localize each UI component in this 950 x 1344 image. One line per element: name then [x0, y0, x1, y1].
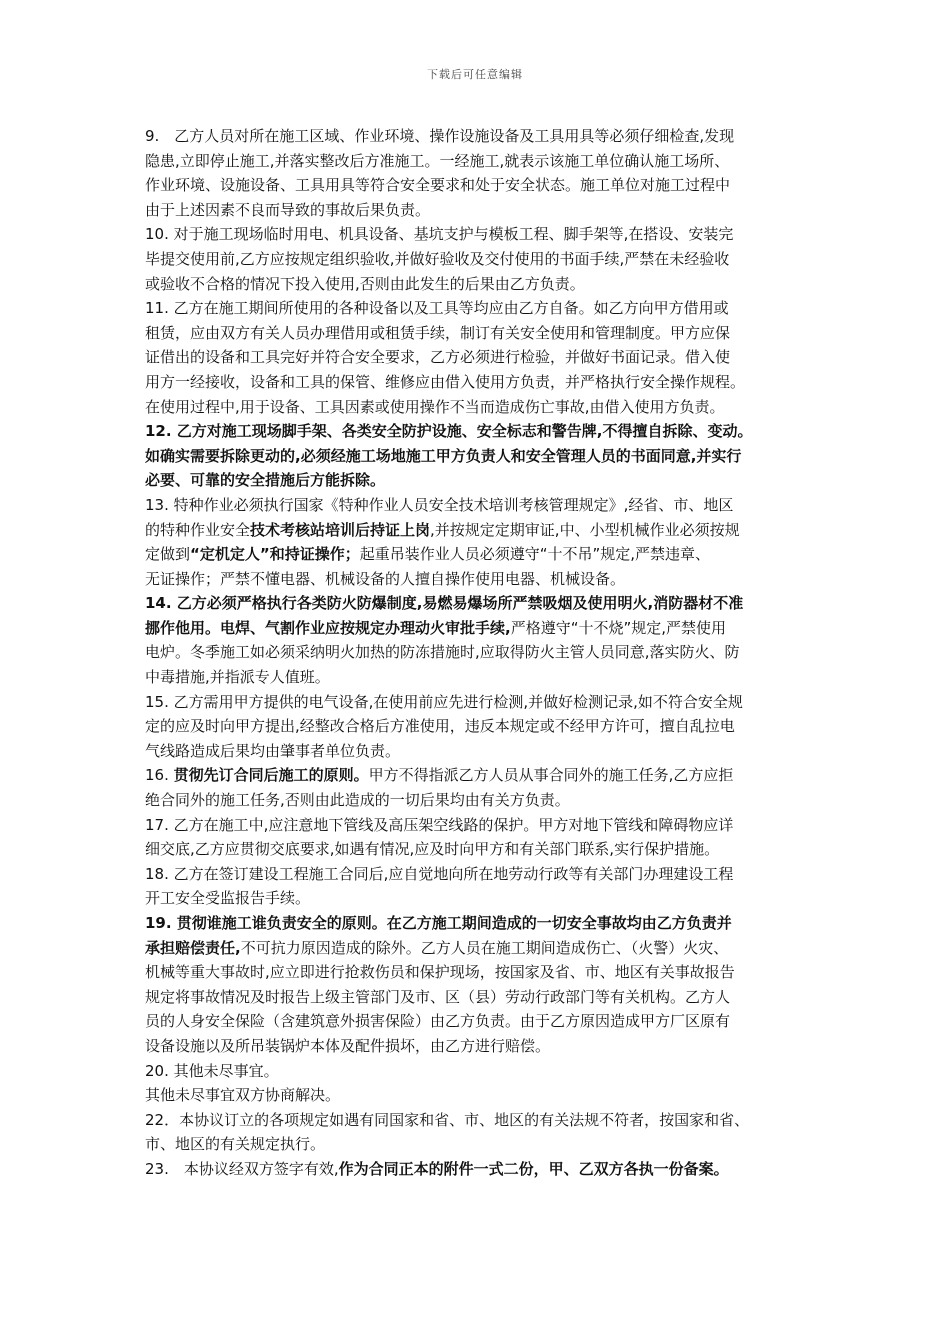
text-line [145, 395, 813, 420]
text-run: 规定将事故情况及时报告上级主管部门及市、区（县）劳动行政部门等有关机构。乙方人 [145, 987, 731, 1006]
text-line [145, 222, 813, 247]
text-run: 作业环境、设施设备、工具用具等符合安全要求和处于安全状态。施工单位对施工过程中 [145, 176, 731, 195]
text-run: 或验收不合格的情况下投入使用,否则由此发生的后果由乙方负责。 [145, 274, 585, 293]
text-line [145, 272, 813, 297]
bold-text-run: 作为合同正本的附件一式二份，甲、乙双方各执一份备案。 [338, 1159, 729, 1178]
text-line [145, 739, 813, 764]
text-run: 设备设施以及所吊装锅炉本体及配件损坏，由乙方进行赔偿。 [145, 1036, 551, 1055]
text-line [145, 444, 813, 469]
bold-text-run: 承担赔偿责任, [145, 938, 241, 957]
text-run: ,并按规定定期审证,中、小型机械作业必须按规 [430, 520, 740, 539]
bold-text-run: 必要、可靠的安全措施后方能拆除。 [145, 471, 386, 490]
text-run: 定的应及时向甲方提出,经整改合格后方准使用，违反本规定或不经甲方许可，擅自乱拉电 [145, 717, 735, 736]
text-run: 的特种作业安全 [145, 520, 251, 539]
text-line [145, 788, 813, 813]
text-line [145, 149, 813, 174]
text-line [145, 862, 813, 887]
text-line [145, 542, 813, 567]
text-run: 严格遵守“十不烧”规定,严禁使用 [510, 618, 727, 637]
bold-text-run: “定机定人”和持证操作； [190, 545, 360, 564]
text-line [145, 296, 813, 321]
text-line [145, 837, 813, 862]
bold-text-run: 技术考核站培训后持证上岗 [250, 520, 431, 539]
text-run: 20. 其他未尽事宜。 [145, 1061, 279, 1080]
page-header: 下载后可任意编辑 [427, 68, 523, 81]
text-line [145, 960, 813, 985]
text-line [145, 763, 813, 788]
text-run: 中毒措施,并指派专人值班。 [145, 668, 330, 687]
text-run: 证借出的设备和工具完好并符合安全要求，乙方必须进行检验，并做好书面记录。借入使 [145, 348, 731, 367]
text-line [145, 640, 813, 665]
text-line [145, 1157, 813, 1182]
text-line [145, 468, 813, 493]
text-run: 23. 本协议经双方签字有效, [145, 1159, 339, 1178]
text-line [145, 345, 813, 370]
text-run: 租赁，应由双方有关人员办理借用或租赁手续，制订有关安全使用和管理制度。甲方应保 [145, 323, 731, 342]
text-run: 22．本协议订立的各项规定如遇有同国家和省、市、地区的有关法规不符者，按国家和省、 [145, 1110, 750, 1129]
text-line [145, 1132, 813, 1157]
text-line [145, 690, 813, 715]
text-run: 由于上述因素不良而导致的事故后果负责。 [145, 200, 431, 219]
text-run: 9. 乙方人员对所在施工区域、作业环境、操作设施设备及工具用具等必须仔细检查,发现 [145, 127, 735, 145]
text-run: 10. 对于施工现场临时用电、机具设备、基坑支护与模板工程、脚手架等,在搭设、安装完 [145, 225, 734, 244]
text-run: 开工安全受监报告手续。 [145, 889, 311, 908]
text-run: 市、地区的有关规定执行。 [145, 1135, 326, 1154]
text-run: 18. 乙方在签订建设工程施工合同后,应自觉地向所在地劳动行政等有关部门办理建设工程 [145, 864, 734, 883]
text-line [145, 419, 813, 444]
text-line [145, 985, 813, 1010]
text-line [145, 911, 813, 936]
text-run: 隐患,立即停止施工,并落实整改后方准施工。一经施工,就表示该施工单位确认施工场所、 [145, 151, 730, 170]
text-run: 机械等重大事故时,应立即进行抢救伤员和保护现场，按国家及省、市、地区有关事故报告 [145, 963, 735, 982]
text-line [145, 886, 813, 911]
text-run: 绝合同外的施工任务,否则由此造成的一切后果均由有关方负责。 [145, 791, 570, 810]
text-line [145, 198, 813, 223]
bold-text-run: 14. 乙方必须严格执行各类防火防爆制度,易燃易爆场所严禁吸烟及使用明火,消防器材不准 [145, 594, 744, 613]
text-run: 用方一经接收，设备和工具的保管、维修应由借入使用方负责，并严格执行安全操作规程。 [145, 372, 746, 391]
text-line [145, 124, 813, 149]
text-run: 15. 乙方需用甲方提供的电气设备,在使用前应先进行检测,并做好检测记录,如不符合安全规 [145, 692, 743, 711]
text-run: 甲方不得指派乙方人员从事合同外的施工任务,乙方应拒 [368, 766, 734, 785]
text-run: 起重吊装作业人员必须遵守“十不吊”规定,严禁违章、 [359, 545, 711, 564]
text-line [145, 1108, 813, 1133]
text-line [145, 714, 813, 739]
text-line [145, 1009, 813, 1034]
text-run: 不可抗力原因造成的除外。乙方人员在施工期间造成伤亡、（火警）火灾、 [240, 938, 729, 957]
text-run: 毕提交使用前,乙方应按规定组织验收,并做好验收及交付使用的书面手续,严禁在未经验收 [145, 249, 730, 268]
text-run: 无证操作；严禁不懂电器、机械设备的人擅自操作使用电器、机械设备。 [145, 569, 626, 588]
text-line [145, 370, 813, 395]
text-run: 定做到 [145, 545, 191, 564]
text-run: 气线路造成后果均由肇事者单位负责。 [145, 741, 401, 760]
bold-text-run: 如确实需要拆除更动的,必须经施工场地施工甲方负责人和安全管理人员的书面同意,并实行 [145, 446, 742, 465]
bold-text-run: 挪作他用。电焊、气割作业应按规定办理动火审批手续, [145, 618, 511, 637]
text-run: 员的人身安全保险（含建筑意外损害保险）由乙方负责。由于乙方原因造成甲方厂区原有 [145, 1012, 731, 1031]
text-line [145, 567, 813, 592]
bold-text-run: 12. 乙方对施工现场脚手架、各类安全防护设施、安全标志和警告牌,不得擅自拆除、变动。 [145, 422, 753, 441]
text-line [145, 493, 813, 518]
text-line [145, 665, 813, 690]
text-run: 13. 特种作业必须执行国家《特种作业人员安全技术培训考核管理规定》,经省、市、地区 [145, 495, 734, 514]
document-body [145, 124, 813, 1182]
text-line [145, 813, 813, 838]
text-run: 11. 乙方在施工期间所使用的各种设备以及工具等均应由乙方自备。如乙方向甲方借用或 [145, 299, 729, 318]
text-line [145, 936, 813, 961]
text-run: 在使用过程中,用于设备、工具因素或使用操作不当而造成伤亡事故,由借入使用方负责。 [145, 397, 725, 416]
bold-text-run: 贯彻先订合同后施工的原则。 [173, 766, 369, 785]
bold-text-run: 19. 贯彻谁施工谁负责安全的原则。在乙方施工期间造成的一切安全事故均由乙方负责并 [145, 914, 732, 932]
text-run: 细交底,乙方应贯彻交底要求,如遇有情况,应及时向甲方和有关部门联系,实行保护措施。 [145, 840, 720, 859]
text-run: 其他未尽事宜双方协商解决。 [145, 1086, 341, 1105]
text-line [145, 247, 813, 272]
text-line [145, 1083, 813, 1108]
text-line [145, 321, 813, 346]
text-line [145, 173, 813, 198]
text-run: 16. [145, 766, 174, 785]
text-line [145, 591, 813, 616]
text-line [145, 518, 813, 543]
text-line [145, 1059, 813, 1084]
text-line [145, 616, 813, 641]
text-run: 电炉。冬季施工如必须采纳明火加热的防冻措施时,应取得防火主管人员同意,落实防火、防 [145, 643, 740, 662]
text-run: 17. 乙方在施工中,应注意地下管线及高压架空线路的保护。甲方对地下管线和障碍物应详 [145, 815, 734, 834]
text-line [145, 1034, 813, 1059]
